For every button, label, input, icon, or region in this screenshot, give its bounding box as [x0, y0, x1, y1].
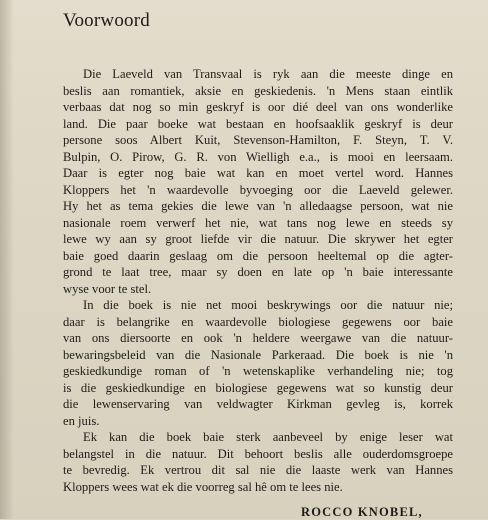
text-line: die lewenservaring van veldwagter Kirkman gevleg is, korrek [63, 397, 453, 411]
text-line: baie goed daarin geslaag om die persoon heeltemal op die agter- [63, 248, 453, 263]
text-line: is die geskiedkundige en biologiese gegewens wat so kunstig deur [63, 380, 453, 395]
text-line: en juis. [63, 413, 100, 428]
text-line: persone soos Albert Kuit, Stevenson-Hamilton, F. Steyn, T. V. [63, 133, 453, 147]
foreword-body [63, 66, 453, 495]
text-line: Bulpin, O. Pirow, G. R. von Wielligh e.a., is mooi en leersaam. [63, 149, 453, 164]
text-line: verbaas dat nog so min geskryf is oor dié deel van ons wonderlike [63, 100, 453, 114]
text-line: Die Laeveld van Transvaal is ryk aan die meeste dinge en [83, 67, 453, 81]
text-line: Daar is egter nog baie wat kan en moet vertel word. Hannes [63, 166, 453, 180]
text-line: Kloppers het 'n waardevolle byvoeging oor die Laeveld gelewer. [63, 182, 453, 197]
text-line: belangstel in die natuur. Dit behoort beslis alle ouderdomsgroepe [63, 446, 453, 461]
text-line: bewaringsbeleid van die Nasionale Parkeraad. Die boek is nie 'n [63, 347, 453, 362]
author-signature: ROCCO KNOBEL, [301, 505, 423, 519]
text-line: wyse voor te stel. [63, 281, 152, 296]
paragraph [63, 66, 453, 297]
text-line: nasionale roem verwerf het nie, wat tans nog lewe en steeds sy [63, 215, 453, 230]
text-line: land. Die paar boeke wat bestaan en hoofsaaklik geskryf is deur [63, 116, 453, 131]
text-line: van ons diersoorte en ook 'n heldere weergawe van die natuur- [63, 331, 453, 345]
page-heading: Voorwoord [63, 10, 150, 31]
text-line: grond te laat tree, maar sy doen en late op 'n baie interessante [63, 265, 453, 279]
paragraph [63, 429, 453, 495]
text-line: te bevredig. Ek vertrou dit sal nie die laaste werk van Hannes [63, 463, 453, 477]
text-line: lewe wy aan sy groot liefde vir die natuur. Die skrywer het egter [63, 232, 453, 246]
paragraph [63, 297, 453, 429]
text-line: In die boek is nie net mooi beskrywings oor die natuur nie; [83, 298, 453, 312]
text-line: geskiedkundige roman of 'n wetenskaplike verhandeling nie; tog [63, 364, 453, 378]
text-line: daar is belangrike en waardevolle biologiese gegewens oor baie [63, 314, 453, 329]
text-line: beslis aan romantiek, aksie en geskiedenis. 'n Mens staan eintlik [63, 83, 453, 98]
text-line: Ek kan die boek baie sterk aanbeveel by enige leser wat [83, 430, 453, 444]
text-line: Kloppers wees wat ek die voorreg sal hê om te lees nie. [63, 479, 343, 494]
page-gutter-shadow [0, 0, 14, 519]
text-line: Hy het as tema gekies die lewe van 'n alledaagse persoon, wat nie [63, 199, 453, 213]
